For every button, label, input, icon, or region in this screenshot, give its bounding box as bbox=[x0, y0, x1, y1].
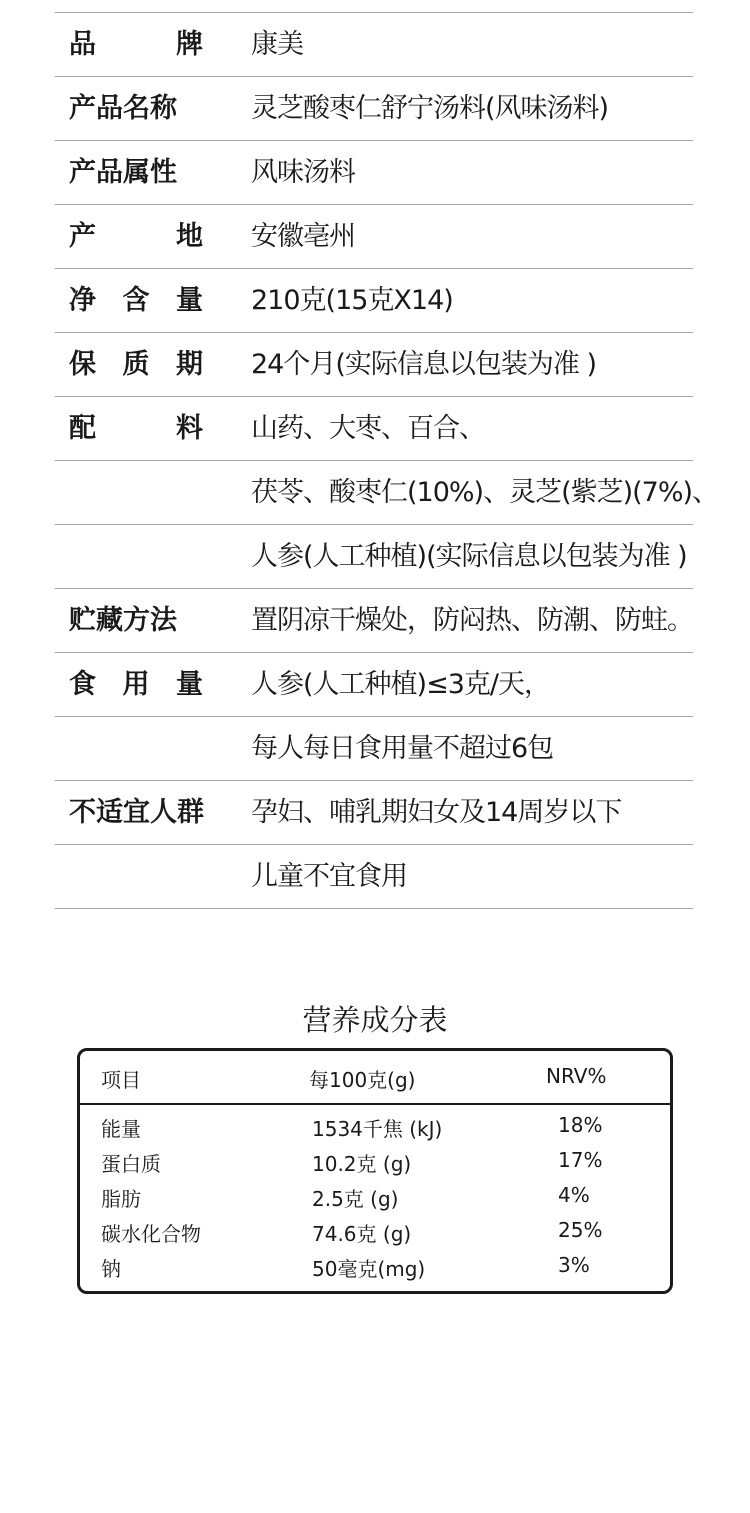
nutrition-row bbox=[80, 1183, 670, 1217]
spec-label-part: 产品名称 bbox=[69, 93, 177, 124]
nutrient-amount: 50毫克(mg) bbox=[312, 1257, 426, 1281]
spec-row bbox=[55, 77, 693, 141]
spec-value: 210克(15克X14) bbox=[251, 285, 453, 316]
spec-value: 人参(人工种植)(实际信息以包装为准 ) bbox=[251, 541, 687, 572]
spec-row bbox=[55, 781, 693, 845]
spec-row bbox=[55, 525, 693, 589]
spec-label-part: 期 bbox=[176, 349, 203, 380]
nutrient-name: 脂肪 bbox=[101, 1187, 141, 1211]
spec-label-part: 地 bbox=[176, 221, 203, 252]
spec-value: 灵芝酸枣仁舒宁汤料(风味汤料) bbox=[251, 93, 609, 124]
spec-value: 置阴凉干燥处，防闷热、防潮、防蛀。 bbox=[251, 605, 693, 636]
nutrient-amount: 2.5克 (g) bbox=[312, 1187, 399, 1211]
spec-value: 24个月(实际信息以包装为准 ) bbox=[251, 349, 597, 380]
spec-label-part: 含 bbox=[122, 285, 150, 316]
nutrition-title: 营养成分表 bbox=[302, 1003, 448, 1037]
spec-label bbox=[69, 845, 239, 909]
spec-label-part: 料 bbox=[176, 413, 203, 444]
nutrient-amount: 10.2克 (g) bbox=[312, 1152, 412, 1176]
nutrient-nrv: 25% bbox=[558, 1218, 603, 1242]
spec-row bbox=[55, 141, 693, 205]
spec-label-part: 产品属性 bbox=[69, 157, 177, 188]
nutrition-header-row bbox=[80, 1051, 670, 1105]
spec-label-part: 保 bbox=[69, 349, 96, 380]
spec-label-part: 产 bbox=[69, 221, 96, 252]
nutrient-name: 钠 bbox=[101, 1257, 121, 1281]
nutrient-name: 能量 bbox=[101, 1117, 141, 1141]
nutrition-row bbox=[80, 1148, 670, 1182]
nutrition-header-nrv: NRV% bbox=[546, 1064, 607, 1088]
spec-value: 每人每日食用量不超过6包 bbox=[251, 733, 554, 764]
spec-label bbox=[69, 781, 239, 845]
spec-label-part: 量 bbox=[176, 285, 203, 316]
spec-label-part: 净 bbox=[69, 285, 96, 316]
spec-label bbox=[69, 589, 239, 653]
nutrient-amount: 1534千焦 (kJ) bbox=[312, 1117, 443, 1141]
nutrient-nrv: 3% bbox=[558, 1253, 590, 1277]
spec-value: 人参(人工种植)≤3克/天， bbox=[251, 669, 550, 700]
spec-label-part: 量 bbox=[176, 669, 203, 700]
spec-row bbox=[55, 205, 693, 269]
spec-value: 儿童不宜食用 bbox=[251, 861, 407, 892]
nutrition-row bbox=[80, 1253, 670, 1287]
spec-label-part: 用 bbox=[122, 669, 150, 700]
spec-row bbox=[55, 845, 693, 909]
spec-label bbox=[69, 269, 203, 333]
spec-row bbox=[55, 397, 693, 461]
spec-label-part: 品 bbox=[69, 29, 96, 60]
spec-value: 山药、大枣、百合、 bbox=[251, 413, 485, 444]
nutrition-header-per100g: 每100克(g) bbox=[309, 1068, 416, 1092]
nutrient-nrv: 4% bbox=[558, 1183, 590, 1207]
nutrition-header-item: 项目 bbox=[101, 1068, 141, 1092]
spec-table bbox=[55, 12, 719, 909]
nutrient-name: 碳水化合物 bbox=[101, 1222, 201, 1246]
spec-label bbox=[69, 461, 239, 525]
spec-label-part: 配 bbox=[69, 413, 96, 444]
spec-label bbox=[69, 717, 239, 781]
spec-row bbox=[55, 717, 693, 781]
spec-value: 风味汤料 bbox=[251, 157, 355, 188]
nutrition-row bbox=[80, 1218, 670, 1252]
spec-label bbox=[69, 141, 239, 205]
spec-label bbox=[69, 397, 203, 461]
spec-label-part: 质 bbox=[122, 349, 150, 380]
spec-row bbox=[55, 269, 693, 333]
nutrition-row bbox=[80, 1113, 670, 1147]
spec-label bbox=[69, 77, 239, 141]
spec-label bbox=[69, 205, 203, 269]
spec-value: 康美 bbox=[251, 29, 303, 60]
spec-value: 安徽亳州 bbox=[251, 221, 355, 252]
spec-value: 孕妇、哺乳期妇女及14周岁以下 bbox=[251, 797, 622, 828]
spec-label bbox=[69, 525, 239, 589]
spec-label bbox=[69, 13, 203, 77]
spec-row bbox=[55, 13, 693, 77]
spec-row bbox=[55, 461, 719, 525]
spec-label bbox=[69, 333, 203, 397]
nutrient-amount: 74.6克 (g) bbox=[312, 1222, 412, 1246]
spec-value: 茯苓、酸枣仁(10%)、灵芝(紫芝)(7%)、 bbox=[251, 477, 719, 508]
spec-label-part: 不适宜人群 bbox=[69, 797, 204, 828]
spec-label-part: 食 bbox=[69, 669, 96, 700]
nutrient-name: 蛋白质 bbox=[101, 1152, 161, 1176]
spec-label-part: 牌 bbox=[176, 29, 203, 60]
spec-row bbox=[55, 589, 693, 653]
spec-label-part: 贮藏方法 bbox=[69, 605, 177, 636]
nutrition-table bbox=[77, 1048, 673, 1294]
spec-row bbox=[55, 333, 693, 397]
spec-row bbox=[55, 653, 693, 717]
nutrient-nrv: 18% bbox=[558, 1113, 603, 1137]
nutrient-nrv: 17% bbox=[558, 1148, 603, 1172]
spec-label bbox=[69, 653, 203, 717]
